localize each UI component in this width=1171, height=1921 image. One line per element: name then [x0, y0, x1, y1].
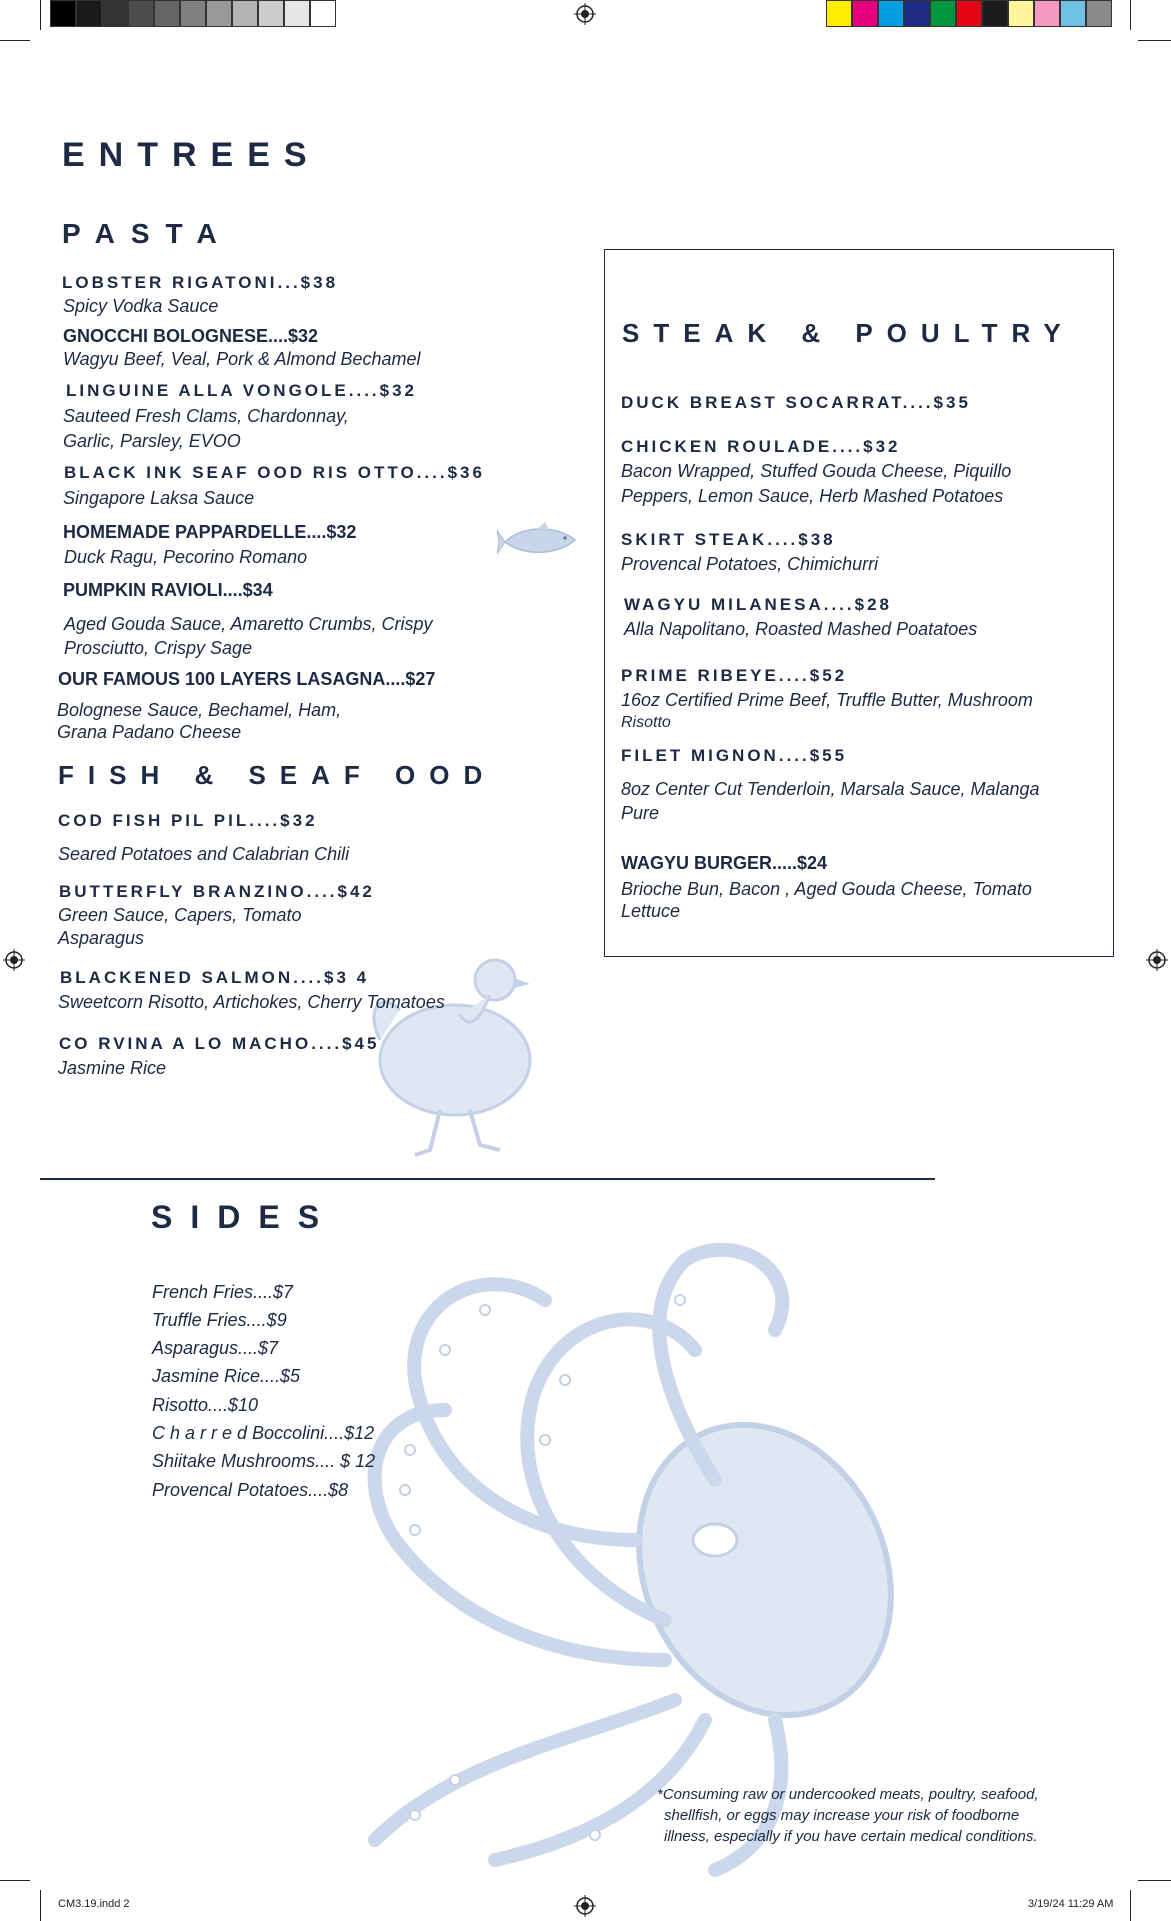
item-name: BLACK INK SEAF OOD RIS OTTO: [64, 463, 417, 482]
item-price: .....$24: [772, 853, 828, 873]
item-name: PRIME RIBEYE: [621, 666, 779, 685]
item-description: Alla Napolitano, Roasted Mashed Poatatoes: [624, 619, 978, 639]
item-price: ....$55: [778, 746, 848, 765]
item-description: Provencal Potatoes, Chimichurri: [621, 554, 879, 574]
color-swatch: [206, 0, 232, 27]
item-description: Risotto: [621, 714, 671, 731]
item-price: ....$32: [268, 326, 319, 346]
side-item: Provencal Potatoes....$8: [152, 1480, 349, 1500]
sides-heading: SIDES: [151, 1199, 338, 1235]
item-description: Jasmine Rice: [58, 1058, 167, 1078]
item-description: Grana Padano Cheese: [57, 722, 242, 742]
item-description: Sauteed Fresh Clams, Chardonnay,: [63, 406, 349, 426]
crop-mark: [1130, 1890, 1131, 1921]
disclaimer-line: illness, especially if you have certain medical conditions.: [664, 1828, 1038, 1845]
color-swatch: [258, 0, 284, 27]
item-name: GNOCCHI BOLOGNESE: [63, 326, 269, 346]
color-swatch: [102, 0, 128, 27]
color-swatch: [232, 0, 258, 27]
item-description: 8oz Center Cut Tenderloin, Marsala Sauce, Malanga: [621, 779, 1040, 799]
registration-mark-icon: [1146, 949, 1168, 971]
slug-file-name: CM3.19.indd 2: [58, 1898, 130, 1910]
item-price: ....$42: [306, 882, 375, 901]
fish-illustration: [497, 520, 587, 562]
color-swatch: [1086, 0, 1112, 27]
item-description: Prosciutto, Crispy Sage: [64, 638, 253, 658]
crop-mark: [1130, 0, 1131, 30]
color-swatch: [76, 0, 102, 27]
crop-mark: [0, 1880, 30, 1881]
item-name: CO RVINA A LO MACHO: [59, 1034, 312, 1053]
color-swatch: [128, 0, 154, 27]
color-swatch: [1008, 0, 1034, 27]
item-price: ....$28: [823, 595, 892, 614]
fish-seafood-heading: FISH & SEAF OOD: [58, 760, 497, 790]
crop-mark: [40, 1890, 41, 1921]
crop-mark: [0, 40, 30, 41]
color-swatch: [826, 0, 852, 27]
color-swatch: [154, 0, 180, 27]
item-description: Pure: [621, 803, 660, 823]
side-item: Shiitake Mushrooms.... $ 12: [152, 1451, 376, 1471]
item-price: ....$32: [249, 811, 318, 830]
item-price: ....$36: [416, 463, 485, 482]
disclaimer-line: *Consuming raw or undercooked meats, poultry, seafood,: [657, 1786, 1039, 1803]
item-name: DUCK BREAST SOCARRAT: [621, 393, 903, 412]
item-price: ....$27: [385, 669, 436, 689]
item-name: CHICKEN ROULADE: [621, 437, 833, 456]
item-description: Singapore Laksa Sauce: [63, 488, 255, 508]
item-description: Sweetcorn Risotto, Artichokes, Cherry Tomatoes: [58, 992, 445, 1012]
item-price: ....$34: [222, 580, 273, 600]
item-name: BUTTERFLY BRANZINO: [59, 882, 307, 901]
pasta-heading: PASTA: [62, 218, 233, 249]
item-description: 16oz Certified Prime Beef, Truffle Butter, Mushroom: [621, 690, 1033, 710]
color-swatch: [930, 0, 956, 27]
entrees-heading: ENTREES: [62, 136, 321, 174]
item-name: BLACKENED SALMON: [60, 968, 294, 987]
color-swatch: [904, 0, 930, 27]
item-name: FILET MIGNON: [621, 746, 779, 765]
registration-mark-icon: [574, 3, 596, 25]
item-description: Lettuce: [621, 901, 681, 921]
item-price: ...$38: [277, 273, 339, 292]
color-swatch: [50, 0, 76, 27]
color-swatch: [956, 0, 982, 27]
side-item: French Fries....$7: [152, 1282, 294, 1302]
color-swatch: [852, 0, 878, 27]
side-item: C h a r r e d Boccolini....$12: [152, 1423, 375, 1443]
item-name: LINGUINE ALLA VONGOLE: [66, 381, 349, 400]
side-item: Asparagus....$7: [152, 1338, 279, 1358]
octopus-illustration: [335, 1240, 955, 1880]
item-price: ....$32: [832, 437, 901, 456]
item-price: ....$45: [311, 1034, 380, 1053]
crop-mark: [1138, 1880, 1171, 1881]
crop-mark: [40, 0, 41, 30]
steak-poultry-heading: STEAK & POULTRY: [622, 318, 1075, 348]
item-name: OUR FAMOUS 100 LAYERS LASAGNA: [58, 669, 386, 689]
color-swatch: [982, 0, 1008, 27]
item-name: PUMPKIN RAVIOLI: [63, 580, 223, 600]
side-item: Risotto....$10: [152, 1395, 259, 1415]
color-swatch: [310, 0, 336, 27]
section-divider: [40, 1178, 935, 1180]
chicken-illustration: [360, 940, 545, 1160]
item-description: Duck Ragu, Pecorino Romano: [64, 547, 308, 567]
crop-mark: [1138, 40, 1171, 41]
item-description: Peppers, Lemon Sauce, Herb Mashed Potatoes: [621, 486, 1004, 506]
registration-mark-icon: [3, 949, 25, 971]
item-description: Wagyu Beef, Veal, Pork & Almond Bechamel: [63, 349, 421, 369]
item-name: HOMEMADE PAPPARDELLE: [63, 522, 307, 542]
item-description: Bolognese Sauce, Bechamel, Ham,: [57, 700, 342, 720]
item-description: Bacon Wrapped, Stuffed Gouda Cheese, Piquillo: [621, 461, 1012, 481]
item-name: SKIRT STEAK: [621, 530, 768, 549]
item-description: Garlic, Parsley, EVOO: [63, 431, 241, 451]
color-swatch: [284, 0, 310, 27]
side-item: Jasmine Rice....$5: [152, 1366, 301, 1386]
item-description: Asparagus: [58, 928, 145, 948]
item-name: WAGYU BURGER: [621, 853, 773, 873]
item-price: ....$32: [306, 522, 357, 542]
registration-mark-icon: [574, 1895, 596, 1917]
slug-date: 3/19/24 11:29 AM: [1028, 1898, 1114, 1910]
item-price: ....$35: [902, 393, 971, 412]
color-swatch: [1034, 0, 1060, 27]
item-name: LOBSTER RIGATONI: [62, 273, 278, 292]
item-price: ....$52: [778, 666, 848, 685]
item-description: Brioche Bun, Bacon , Aged Gouda Cheese, Tomato: [621, 879, 1032, 899]
grayscale-color-bar: [50, 0, 336, 27]
item-description: Spicy Vodka Sauce: [63, 296, 219, 316]
color-swatch: [878, 0, 904, 27]
item-description: Green Sauce, Capers, Tomato: [58, 905, 302, 925]
color-swatch: [180, 0, 206, 27]
item-description: Aged Gouda Sauce, Amaretto Crumbs, Crispy: [64, 614, 433, 634]
disclaimer-line: shellfish, or eggs may increase your risk of foodborne: [664, 1807, 1020, 1824]
item-price: ....$38: [767, 530, 836, 549]
item-price: ....$3 4: [293, 968, 370, 987]
color-swatch: [1060, 0, 1086, 27]
cmyk-color-bar: [826, 0, 1112, 27]
item-price: ....$32: [348, 381, 418, 400]
side-item: Truffle Fries....$9: [152, 1310, 287, 1330]
item-description: Seared Potatoes and Calabrian Chili: [58, 844, 350, 864]
item-name: COD FISH PIL PIL: [58, 811, 250, 830]
item-name: WAGYU MILANESA: [624, 595, 824, 614]
